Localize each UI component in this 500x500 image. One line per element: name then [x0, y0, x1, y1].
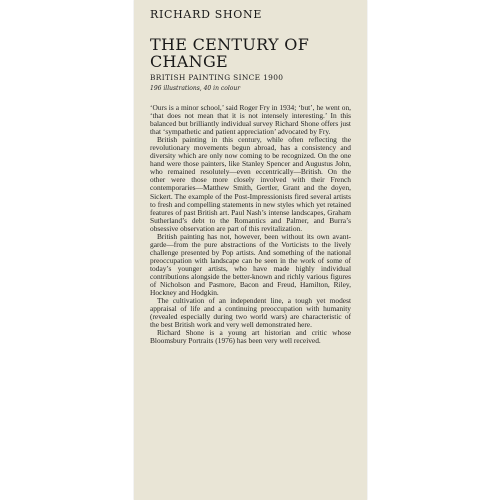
blurb-paragraph: The cultivation of an independent line, a tough yet modest appraisal of life and a continuing preoccupation with humanity (revealed especially during two world wars) are characteristic of the best British work and very well demonstrated here. [150, 296, 351, 330]
blurb-paragraph: British painting has not, however, been without its own avant-garde—from the pure abstractions of the Vorticists to the lively challenge presented by Pop artists. And something of the national preoccupation with landscape can be seen in the work of some of today’s younger artists, who have made highly individual contributions alongside the better-known and richly various figures of Nicholson and Pasmore, Bacon and Freud, Hamilton, Riley, Hockney and Hodgkin. [150, 231, 351, 298]
blurb-paragraph: Richard Shone is a young art historian and critic whose Bloomsbury Portraits (1976) has been very well received. [150, 328, 351, 346]
blurb-paragraph: ‘Ours is a minor school,’ said Roger Fry in 1934; ‘but’, he went on, ‘that does not mean that it is not intensely interesting.’ In this balanced but brilliantly individual survey Richard Shone offers just that ‘sympathetic and patient appreciation’ advocated by Fry. [150, 103, 351, 137]
book-title [150, 36, 309, 70]
blurb-paragraph: British painting in this century, while often reflecting the revolutionary movements begun abroad, has a consistency and diversity which are only now coming to be recognized. On the one hand were those painters, like Stanley Spencer and Augustus John, who remained resolutely—even eccentrically—British. On the other were those more closely involved with their French contemporaries—Matthew Smith, Gertler, Grant and the doyen, Sickert. The example of the Post-Impressionists fired several artists to fresh and compelling statements in new styles which yet retained features of past British art. Paul Nash’s intense landscapes, Graham Sutherland’s debt to the Romantics and Palmer, and Burra’s obsessive observation are part of this revitalization. [150, 135, 351, 233]
book-subtitle: BRITISH PAINTING SINCE 1900 [150, 73, 284, 82]
book-title-line-1: THE CENTURY OF [150, 35, 310, 54]
book-title-line-2: CHANGE [150, 52, 229, 71]
blurb-text [150, 104, 351, 345]
illustrations-note: 196 illustrations, 40 in colour [150, 85, 241, 92]
author-name: RICHARD SHONE [150, 8, 263, 21]
